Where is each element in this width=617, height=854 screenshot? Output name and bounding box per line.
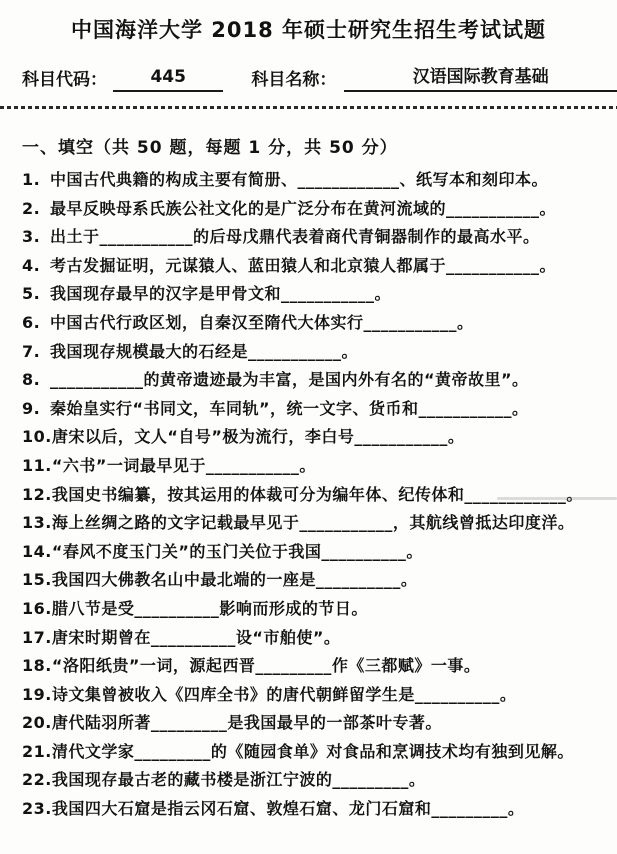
question-number: 21. xyxy=(22,741,52,761)
question-row xyxy=(0,167,617,196)
question-row xyxy=(0,224,617,253)
question-text: 我国现存最古老的藏书楼是浙江宁波的_________。 xyxy=(51,770,426,790)
question-text: ___________的黄帝遗迹最为丰富，是国内外有名的“黄帝故里”。 xyxy=(50,370,529,390)
question-text: “洛阳纸贵”一词，源起西晋_________作《三都赋》一事。 xyxy=(51,656,481,676)
question-number: 16. xyxy=(22,598,52,618)
question-number: 4. xyxy=(22,255,41,275)
question-row xyxy=(0,339,617,368)
question-text: 唐宋以后，文人“自号”极为流行，李白号___________。 xyxy=(51,427,465,447)
question-row xyxy=(0,710,617,739)
question-number: 22. xyxy=(22,770,52,790)
question-row xyxy=(0,653,617,682)
question-number: 20. xyxy=(22,713,52,733)
question-text: 最早反映母系氏族公社文化的是广泛分布在黄河流域的___________。 xyxy=(50,198,557,218)
question-row xyxy=(0,796,617,825)
question-row xyxy=(0,482,617,511)
question-row xyxy=(0,625,617,654)
question-text: 我国四大佛教名山中最北端的一座是__________。 xyxy=(51,570,418,590)
question-row xyxy=(0,196,617,225)
question-row xyxy=(0,253,617,282)
question-number: 3. xyxy=(22,227,41,247)
question-text: 我国现存规模最大的石经是___________。 xyxy=(50,341,359,361)
question-text: “六书”一词最早见于___________。 xyxy=(51,455,316,475)
question-row xyxy=(0,396,617,425)
question-number: 6. xyxy=(22,312,41,332)
question-row xyxy=(0,596,617,625)
scan-artifact xyxy=(497,497,617,500)
question-row xyxy=(0,539,617,568)
subject-code-label: 科目代码： xyxy=(22,70,107,90)
subject-name-value: 汉语国际教育基础 xyxy=(344,65,617,92)
question-number: 1. xyxy=(22,170,41,189)
question-text: 出土于___________的后母戊鼎代表着商代青铜器制作的最高水平。 xyxy=(50,227,540,247)
question-row xyxy=(0,310,617,339)
question-row xyxy=(0,767,617,796)
question-number: 9. xyxy=(22,398,41,418)
question-number: 5. xyxy=(22,284,41,304)
question-number: 12. xyxy=(22,484,52,504)
question-number: 8. xyxy=(22,370,41,390)
question-text: 清代文学家_________的《随园食单》对食品和烹调技术均有独到见解。 xyxy=(51,741,574,761)
question-text: 唐宋时期曾在__________设“市舶使”。 xyxy=(51,627,341,647)
question-number: 10. xyxy=(22,427,52,447)
question-row xyxy=(0,739,617,768)
subject-info-row xyxy=(22,65,617,92)
question-number: 11. xyxy=(22,455,52,475)
question-number: 13. xyxy=(22,513,52,533)
question-list xyxy=(0,167,617,825)
question-text: 秦始皇实行“书同文，车同轨”，统一文字、货币和___________。 xyxy=(50,398,529,418)
question-row xyxy=(0,453,617,482)
question-text: 海上丝绸之路的文字记载最早见于___________，其航线曾抵达印度洋。 xyxy=(51,513,575,533)
question-text: “春风不度玉门关”的玉门关位于我国__________。 xyxy=(51,541,423,561)
subject-name-label: 科目名称： xyxy=(251,70,337,90)
section-heading: 一、填空（共 50 题，每题 1 分，共 50 分） xyxy=(22,138,398,158)
dashed-divider xyxy=(0,106,617,109)
question-text: 唐代陆羽所著_________是我国最早的一部茶叶专著。 xyxy=(51,713,442,733)
question-text: 中国古代行政区划，自秦汉至隋代大体实行___________。 xyxy=(50,312,474,332)
question-text: 腊八节是受__________影响而形成的节日。 xyxy=(51,598,368,618)
question-text: 我国史书编纂，按其运用的体裁可分为编年体、纪传体和____________。 xyxy=(51,484,583,504)
question-number: 2. xyxy=(22,198,41,218)
question-row xyxy=(0,510,617,539)
question-row xyxy=(0,567,617,596)
question-number: 15. xyxy=(22,570,52,590)
question-number: 7. xyxy=(22,341,41,361)
question-row xyxy=(0,367,617,396)
question-row xyxy=(0,682,617,711)
question-number: 17. xyxy=(22,627,52,647)
question-text: 诗文集曾被收入《四库全书》的唐代朝鲜留学生是__________。 xyxy=(51,684,517,704)
question-number: 23. xyxy=(22,799,52,819)
question-number: 18. xyxy=(22,656,52,676)
question-row xyxy=(0,424,617,453)
subject-code-value: 445 xyxy=(113,65,223,92)
question-row xyxy=(0,281,617,310)
question-text: 我国现存最早的汉字是甲骨文和___________。 xyxy=(50,284,392,304)
page-title: 中国海洋大学 2018 年硕士研究生招生考试试题 xyxy=(70,18,547,42)
question-text: 我国四大石窟是指云冈石窟、敦煌石窟、龙门石窟和_________。 xyxy=(51,799,525,819)
question-number: 19. xyxy=(22,684,52,704)
question-text: 考古发掘证明，元谋猿人、蓝田猿人和北京猿人都属于___________。 xyxy=(50,255,557,275)
question-number: 14. xyxy=(22,541,52,561)
question-text: 中国古代典籍的构成主要有简册、____________、纸写本和刻印本。 xyxy=(50,170,549,189)
